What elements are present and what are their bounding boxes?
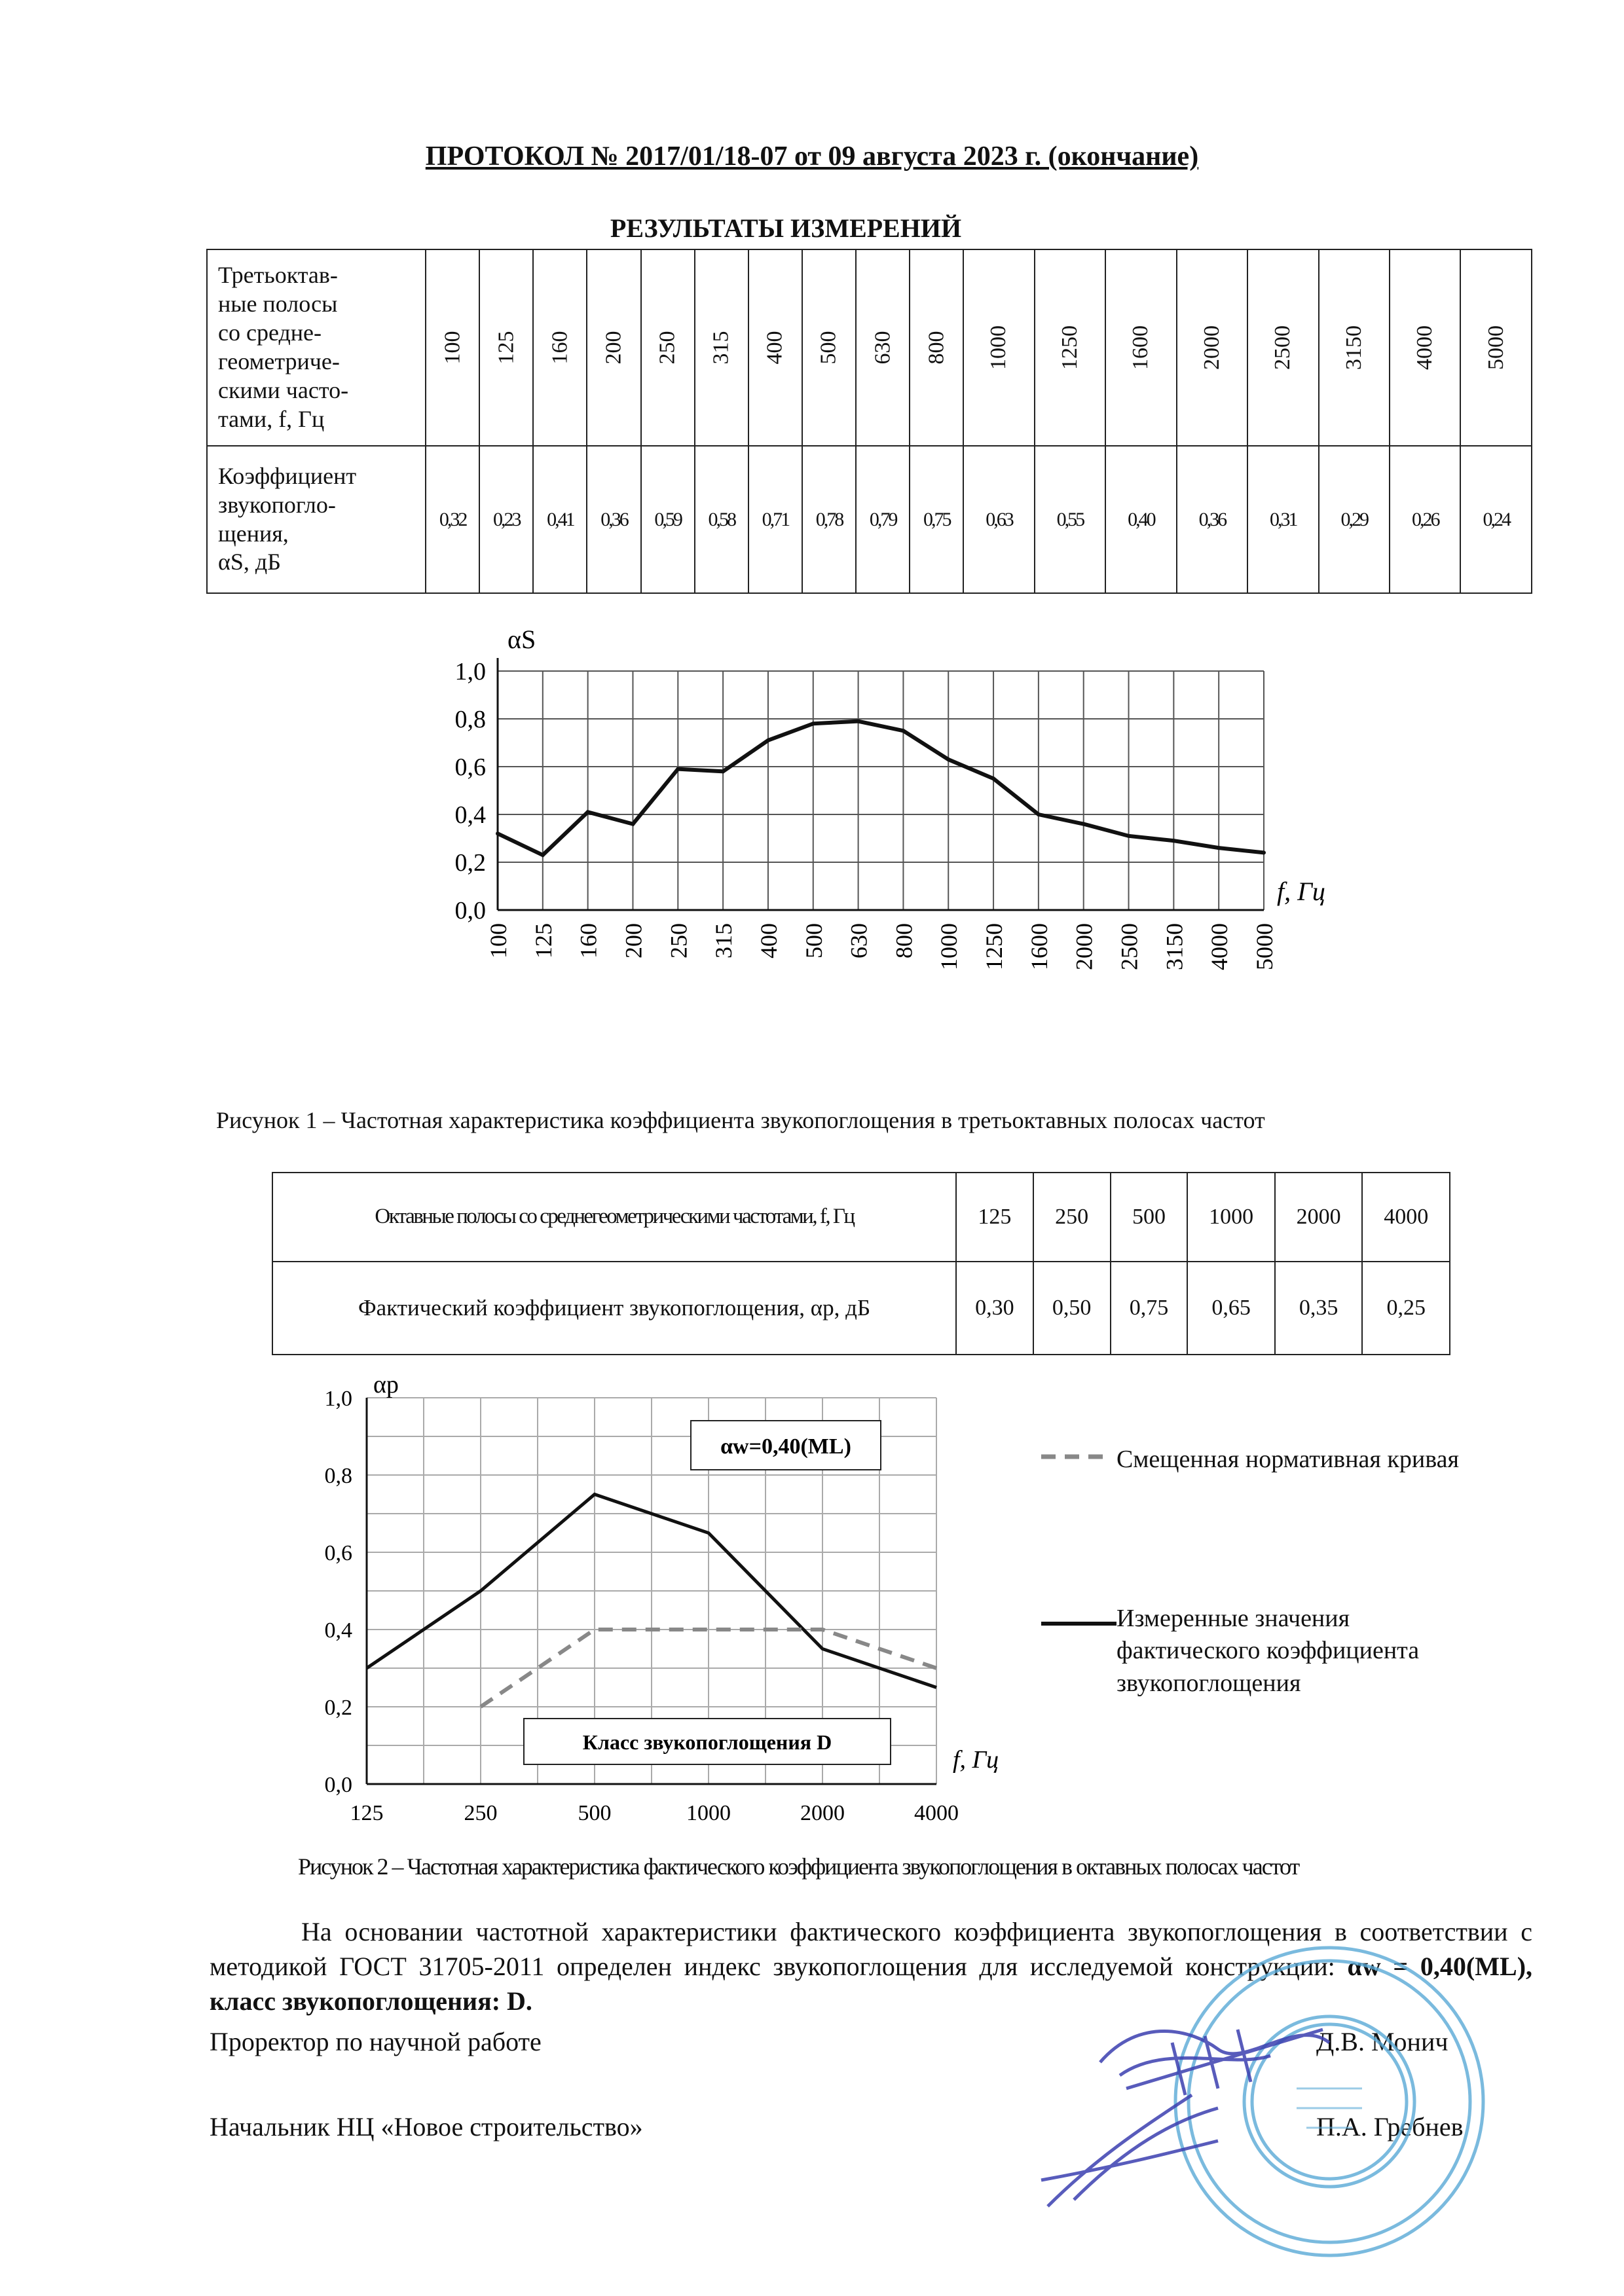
frequency-cell <box>856 249 910 446</box>
x-tick-label: 125 <box>350 1801 384 1825</box>
y-tick-label: 0,8 <box>324 1464 352 1488</box>
y-tick-label: 0,4 <box>454 801 486 829</box>
coefficient-cell: 0,65 <box>1187 1262 1275 1355</box>
legend-dashed-label: Смещенная нормативная кривая <box>1116 1446 1459 1473</box>
frequency-label: 125 <box>494 331 519 365</box>
x-tick-label: 4000 <box>914 1801 959 1825</box>
series-line <box>498 721 1264 855</box>
coefficient-cell: 0,41 <box>533 446 587 593</box>
results-title: РЕЗУЛЬТАТЫ ИЗМЕРЕНИЙ <box>610 213 962 243</box>
chart-third-octave <box>393 609 1362 1054</box>
y-tick-label: 1,0 <box>454 658 486 685</box>
frequency-label: 3150 <box>1341 325 1366 370</box>
signatory-1-name: Д.В. Монич <box>1316 2027 1449 2056</box>
table-row-values <box>207 446 1532 593</box>
frequency-cell <box>802 249 856 446</box>
figure-1-caption: Рисунок 1 – Частотная характеристика коэффициента звукопоглощения в третьоктавных полосах частот <box>216 1107 1265 1133</box>
coefficient-cell: 0,25 <box>1362 1262 1450 1355</box>
data-point <box>586 810 590 814</box>
coefficient-cell: 0,40 <box>1105 446 1176 593</box>
data-point <box>811 721 815 725</box>
frequency-cell <box>1319 249 1390 446</box>
header-line: скими часто- <box>218 376 349 403</box>
data-point <box>946 757 950 761</box>
handwritten-signature <box>1022 1990 1388 2226</box>
header-line: ные полосы <box>218 291 338 318</box>
coefficient-cell: 0,32 <box>426 446 479 593</box>
frequency-label: 400 <box>762 331 787 365</box>
y-tick-label: 0,0 <box>324 1773 352 1797</box>
header-line: αS, дБ <box>218 549 281 575</box>
x-tick-label: 250 <box>665 923 692 958</box>
frequency-cell: 1000 <box>1187 1173 1275 1262</box>
data-point <box>766 738 770 742</box>
x-tick-label: 1000 <box>686 1801 731 1825</box>
x-tick-label: 125 <box>530 923 557 958</box>
frequency-cell: 4000 <box>1362 1173 1450 1262</box>
coefficient-cell: 0,50 <box>1033 1262 1111 1355</box>
conclusion-result: αw = 0,40(ML), класс звукопоглощения: D. <box>210 1951 1533 2016</box>
frequency-cell <box>479 249 533 446</box>
frequency-cell <box>1177 249 1247 446</box>
data-point <box>1127 834 1131 838</box>
coefficient-row-header <box>207 446 426 593</box>
octave-table <box>272 1172 1450 1355</box>
frequency-cell <box>1035 249 1105 446</box>
frequency-label: 800 <box>924 331 949 365</box>
frequency-cell: 250 <box>1033 1173 1111 1262</box>
x-tick-label: 200 <box>620 923 647 958</box>
octave-frequency-header: Октавные полосы со среднегеометрическими частотами, f, Гц <box>272 1173 956 1262</box>
x-axis-label: f, Гц <box>1277 877 1325 906</box>
frequency-label: 2500 <box>1270 325 1295 370</box>
coefficient-cell: 0,78 <box>802 446 856 593</box>
y-tick-label: 0,0 <box>454 897 486 924</box>
signatory-1-role: Проректор по научной работе <box>210 2027 542 2056</box>
frequency-cell <box>1460 249 1532 446</box>
coefficient-cell: 0,79 <box>856 446 910 593</box>
x-tick-label: 400 <box>755 923 782 958</box>
x-tick-label: 160 <box>575 923 602 958</box>
frequency-label: 1000 <box>986 325 1011 370</box>
data-point <box>1217 846 1221 850</box>
practical-coefficient-header: Фактический коэффициент звукопоглощения, αp, дБ <box>272 1262 956 1355</box>
header-line: звукопогло- <box>218 491 336 518</box>
frequency-label: 5000 <box>1483 325 1508 370</box>
x-tick-label: 500 <box>578 1801 612 1825</box>
data-point <box>1082 822 1086 826</box>
data-point <box>1262 850 1266 854</box>
coefficient-cell: 0,55 <box>1035 446 1105 593</box>
header-line: Третьоктав- <box>218 262 338 289</box>
frequency-label: 100 <box>440 331 465 365</box>
coefficient-cell: 0,30 <box>956 1262 1033 1355</box>
x-tick-label: 500 <box>800 923 827 958</box>
frequency-label: 500 <box>816 331 841 365</box>
x-tick-label: 2500 <box>1116 923 1143 970</box>
coefficient-cell: 0,75 <box>910 446 963 593</box>
header-line: Коэффициент <box>218 462 357 489</box>
x-tick-label: 3150 <box>1161 923 1188 970</box>
frequency-cell: 500 <box>1111 1173 1188 1262</box>
y-tick-label: 0,2 <box>324 1696 352 1720</box>
frequency-label: 4000 <box>1412 325 1437 370</box>
x-tick-label: 1000 <box>936 923 963 970</box>
x-tick-label: 315 <box>710 923 737 958</box>
x-tick-label: 2000 <box>1071 923 1098 970</box>
coefficient-cell: 0,31 <box>1247 446 1318 593</box>
data-point <box>541 853 545 857</box>
coefficient-cell: 0,29 <box>1319 446 1390 593</box>
coefficient-cell: 0,58 <box>695 446 748 593</box>
data-point <box>1037 812 1041 816</box>
frequency-cell <box>641 249 695 446</box>
frequency-label: 160 <box>547 331 572 365</box>
frequency-cell <box>1105 249 1176 446</box>
data-point <box>1172 839 1175 843</box>
frequency-label: 200 <box>601 331 626 365</box>
y-tick-label: 1,0 <box>324 1387 352 1411</box>
frequency-cell <box>426 249 479 446</box>
coefficient-cell: 0,75 <box>1111 1262 1188 1355</box>
coefficient-cell: 0,36 <box>1177 446 1247 593</box>
data-point <box>991 776 995 780</box>
conclusion-text: На основании частотной характеристики фактического коэффициента звукопоглощения в соответствии с методикой ГОСТ 31705-2011 определен индекс звукопоглощения для исследуемой конструкции: <box>210 1917 1532 1981</box>
x-tick-label: 4000 <box>1206 923 1233 970</box>
y-tick-label: 0,4 <box>324 1618 352 1643</box>
frequency-label: 630 <box>870 331 895 365</box>
y-axis-label: αp <box>373 1371 399 1398</box>
coefficient-cell: 0,36 <box>587 446 640 593</box>
coefficient-cell: 0,26 <box>1390 446 1460 593</box>
y-tick-label: 0,6 <box>454 754 486 781</box>
frequency-cell <box>695 249 748 446</box>
legend-solid-label: Измеренные значения фактического коэффициента звукопоглощения <box>1116 1605 1420 1697</box>
figure-2-caption: Рисунок 2 – Частотная характеристика фактического коэффициента звукопоглощения в октавных полосах частот <box>298 1853 1299 1880</box>
coefficient-cell: 0,24 <box>1460 446 1532 593</box>
frequency-cell: 125 <box>956 1173 1033 1262</box>
x-tick-label: 2000 <box>800 1801 845 1825</box>
data-point <box>631 822 635 826</box>
x-tick-label: 5000 <box>1251 923 1278 970</box>
frequency-cell <box>587 249 640 446</box>
signatory-2-name: П.А. Гребнев <box>1316 2112 1464 2141</box>
x-tick-label: 1250 <box>981 923 1008 970</box>
frequency-label: 2000 <box>1199 325 1224 370</box>
coefficient-cell: 0,63 <box>963 446 1034 593</box>
data-point <box>857 720 860 723</box>
frequency-cell <box>1247 249 1318 446</box>
y-tick-label: 0,8 <box>454 706 486 733</box>
frequency-label: 1250 <box>1057 325 1082 370</box>
frequency-cell <box>963 249 1034 446</box>
frequency-label: 250 <box>655 331 680 365</box>
document-title: ПРОТОКОЛ № 2017/01/18-07 от 09 августа 2023 г. (окончание) <box>425 141 1199 172</box>
coefficient-cell: 0,35 <box>1275 1262 1363 1355</box>
header-line: тами, f, Гц <box>218 405 325 432</box>
x-tick-label: 800 <box>891 923 917 958</box>
x-tick-label: 630 <box>845 923 872 958</box>
signatory-2-role: Начальник НЦ «Новое строительство» <box>210 2112 643 2141</box>
data-point <box>676 767 680 771</box>
header-line: геометриче- <box>218 348 340 374</box>
frequency-cell <box>1390 249 1460 446</box>
data-point <box>901 729 905 733</box>
header-line: со средне- <box>218 319 322 346</box>
coefficient-cell: 0,23 <box>479 446 533 593</box>
data-point <box>721 769 725 773</box>
y-axis-label: αS <box>507 625 536 654</box>
x-tick-label: 100 <box>485 923 511 958</box>
y-tick-label: 0,6 <box>324 1541 352 1565</box>
x-tick-label: 1600 <box>1025 923 1052 970</box>
x-tick-label: 250 <box>464 1801 498 1825</box>
coefficient-cell: 0,71 <box>748 446 802 593</box>
table-row-frequencies <box>207 249 1532 446</box>
data-point <box>496 831 500 835</box>
frequency-row-header <box>207 249 426 446</box>
alpha-w-annotation: αw=0,40(ML) <box>720 1434 851 1459</box>
frequency-label: 1600 <box>1128 325 1153 370</box>
table-row-values <box>272 1262 1450 1355</box>
x-axis-label: f, Гц <box>953 1746 999 1774</box>
frequency-cell <box>748 249 802 446</box>
y-tick-label: 0,2 <box>454 849 486 877</box>
frequency-cell <box>910 249 963 446</box>
class-annotation: Класс звукопоглощения D <box>582 1730 832 1754</box>
table-row-frequencies <box>272 1173 1450 1262</box>
frequency-cell: 2000 <box>1275 1173 1363 1262</box>
header-line: щения, <box>218 520 289 547</box>
frequency-cell <box>533 249 587 446</box>
frequency-label: 315 <box>709 331 733 365</box>
coefficient-cell: 0,59 <box>641 446 695 593</box>
third-octave-table <box>206 249 1532 594</box>
